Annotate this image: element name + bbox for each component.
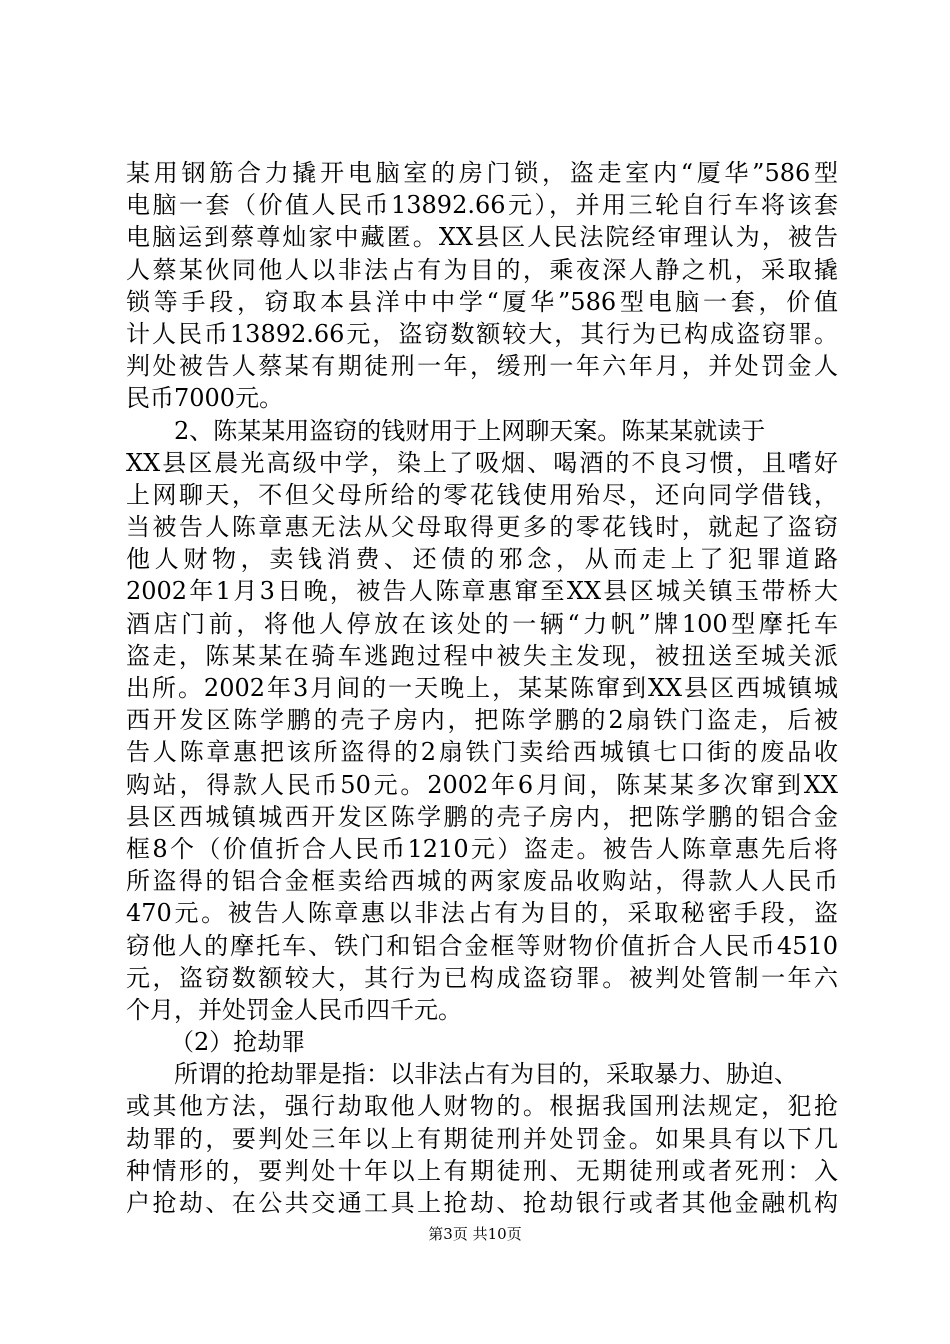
text-line: 2、陈某某用盗窃的钱财用于上网聊天案。陈某某就读于: [174, 416, 766, 445]
text-line: 或其他方法，强行劫取他人财物的。根据我国刑法规定，犯抢: [126, 1092, 838, 1121]
text-line: 470元。被告人陈章惠以非法占有为目的，采取秘密手段，盗: [126, 899, 838, 928]
text-line: 判处被告人蔡某有期徒刑一年，缓刑一年六年月，并处罚金人: [126, 352, 838, 381]
text-line: 当被告人陈章惠无法从父母取得更多的零花钱时，就起了盗窃: [126, 513, 838, 542]
text-line: 出所。2002年3月间的一天晚上，某某陈窜到XX县区西城镇城: [126, 674, 838, 702]
text-line: 他人财物，卖钱消费、还债的邪念，从而走上了犯罪道路: [126, 545, 838, 574]
text-line: 酒店门前，将他人停放在该处的一辆“力帆”牌100型摩托车: [126, 609, 838, 638]
text-line: 告人陈章惠把该所盗得的2扇铁门卖给西城镇七口街的废品收: [126, 738, 838, 767]
text-line: 户抢劫、在公共交通工具上抢劫、抢劫银行或者其他金融机构: [126, 1189, 838, 1217]
text-line: XX县区晨光高级中学，染上了吸烟、喝酒的不良习惯，且嗜好: [126, 448, 838, 477]
text-line: 种情形的，要判处十年以上有期徒刑、无期徒刑或者死刑：入: [126, 1156, 838, 1185]
text-line: 民币7000元。: [126, 384, 284, 413]
text-line: 上网聊天，不但父母所给的零花钱使用殆尽，还向同学借钱，: [126, 480, 838, 509]
text-line: 购站，得款人民币50元。2002年6月间，陈某某多次窜到XX: [126, 770, 838, 799]
text-line: 县区西城镇城西开发区陈学鹏的壳子房内，把陈学鹏的铝合金: [126, 802, 838, 831]
text-line: 框8个（价值折合人民币1210元）盗走。被告人陈章惠先后将: [126, 834, 838, 863]
text-line: 人蔡某伙同他人以非法占有为目的，乘夜深人静之机，采取撬: [126, 255, 838, 284]
text-line: 所谓的抢劫罪是指：以非法占有为目的，采取暴力、胁迫、: [174, 1060, 798, 1089]
text-line: （2）抢劫罪: [170, 1028, 306, 1057]
text-line: 电脑运到蔡尊灿家中藏匿。XX县区人民法院经审理认为，被告: [126, 223, 838, 252]
text-line: 所盗得的铝合金框卖给西城的两家废品收购站，得款人人民币: [126, 867, 838, 896]
text-line: 锁等手段，窃取本县洋中中学“厦华”586型电脑一套，价值: [126, 287, 838, 316]
page-footer: 第3页 共10页: [428, 1225, 522, 1243]
document-body: [126, 157, 838, 1219]
text-line: 电脑一套（价值人民币13892.66元），并用三轮自行车将该套: [126, 191, 838, 220]
text-line: 元，盗窃数额较大，其行为已构成盗窃罪。被判处管制一年六: [126, 963, 838, 992]
text-line: 西开发区陈学鹏的壳子房内，把陈学鹏的2扇铁门盗走，后被: [126, 706, 838, 735]
text-line: 计人民币13892.66元，盗窃数额较大，其行为已构成盗窃罪。: [126, 319, 838, 348]
text-line: 盗走，陈某某在骑车逃跑过程中被失主发现，被扭送至城关派: [126, 641, 838, 670]
text-line: 某用钢筋合力撬开电脑室的房门锁，盗走室内“厦华”586型: [126, 159, 838, 187]
text-line: 个月，并处罚金人民币四千元。: [126, 995, 462, 1024]
text-line: 2002年1月3日晚，被告人陈章惠窜至XX县区城关镇玉带桥大: [126, 577, 838, 606]
text-line: 劫罪的，要判处三年以上有期徒刑并处罚金。如果具有以下几: [126, 1124, 838, 1153]
text-line: 窃他人的摩托车、铁门和铝合金框等财物价值折合人民币4510: [126, 931, 838, 960]
